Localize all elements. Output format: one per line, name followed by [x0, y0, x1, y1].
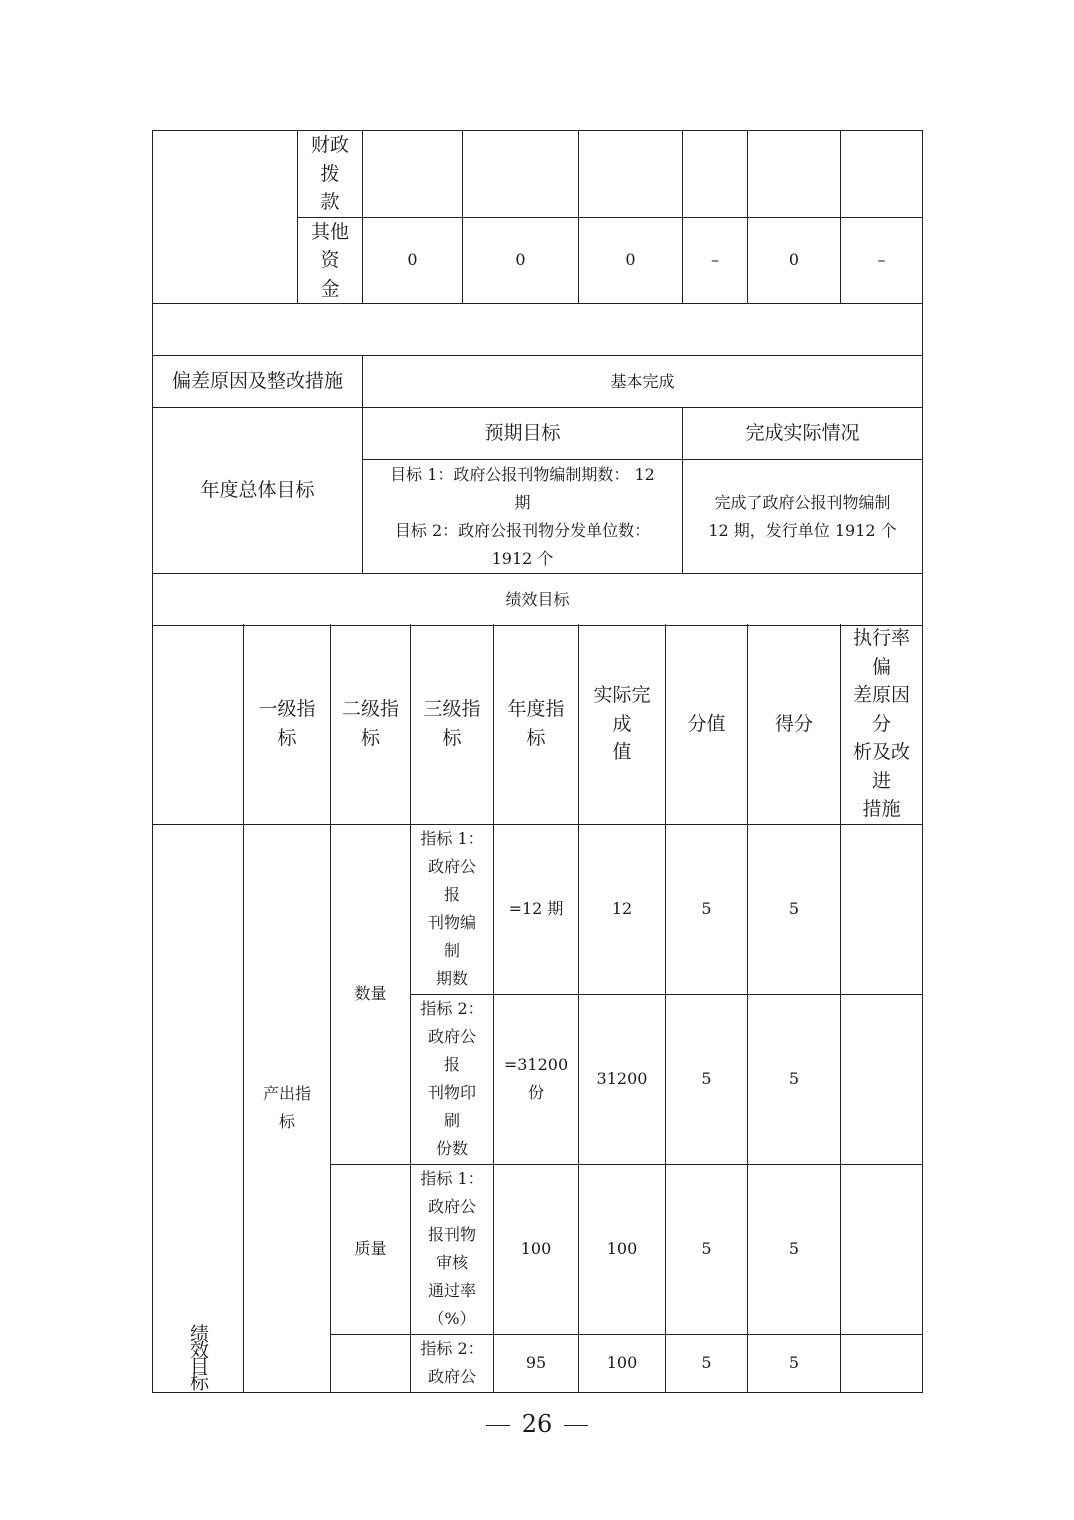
annual-target: =31200 份 — [494, 994, 579, 1164]
page-footer — [0, 1410, 1074, 1438]
score-value: 5 — [666, 824, 748, 994]
header-blank-cell — [153, 624, 244, 824]
other-funding-value: – — [683, 217, 748, 304]
other-funding-label: 其他 资 金 — [298, 217, 363, 304]
fiscal-cell — [683, 131, 748, 218]
quantity-label: 数量 — [331, 824, 411, 1164]
other-funding-value: 0 — [463, 217, 579, 304]
expected-goal-text: 目标 1：政府公报刊物编制期数： 12 期 目标 2：政府公报刊物分发单位数： 1912 个 — [363, 460, 683, 574]
level3-header: 三级指 标 — [411, 624, 494, 824]
other-funding-value: 0 — [363, 217, 463, 304]
expected-goal-header: 预期目标 — [363, 408, 683, 460]
actual-value: 100 — [579, 1164, 666, 1334]
score-value: 5 — [666, 1334, 748, 1392]
annual-target: =12 期 — [494, 824, 579, 994]
fiscal-cell — [363, 131, 463, 218]
actual-status-header: 完成实际情况 — [683, 408, 923, 460]
budget-table — [152, 130, 923, 626]
reason-cell — [841, 994, 923, 1164]
performance-table — [152, 624, 923, 1393]
footer-dash-right — [564, 1425, 588, 1426]
annual-target-header: 年度指 标 — [494, 624, 579, 824]
actual-value: 100 — [579, 1334, 666, 1392]
score-value: 5 — [666, 1164, 748, 1334]
other-funding-value: – — [841, 217, 923, 304]
fiscal-funding-label: 财政 拨 款 — [298, 131, 363, 218]
indicator-name: 指标 1： 政府公 报刊物 审核 通过率 （%） — [411, 1164, 494, 1334]
other-funding-value: 0 — [579, 217, 683, 304]
annual-target: 100 — [494, 1164, 579, 1334]
fiscal-cell — [463, 131, 579, 218]
deviation-label: 偏差原因及整改措施 — [153, 356, 363, 408]
indicator-name: 指标 2： 政府公 — [411, 1334, 494, 1392]
indicator-name: 指标 2： 政府公 报 刊物印 刷 份数 — [411, 994, 494, 1164]
performance-side-label: 绩效目标 — [153, 824, 244, 1392]
level1-header: 一级指 标 — [244, 624, 331, 824]
score-got-header: 得分 — [748, 624, 841, 824]
fiscal-cell — [579, 131, 683, 218]
fiscal-cell — [748, 131, 841, 218]
footer-dash-left — [486, 1425, 510, 1426]
deviation-value: 基本完成 — [363, 356, 923, 408]
blank-level2-cell — [331, 1334, 411, 1392]
funding-blank-cell — [153, 131, 298, 304]
actual-status-text: 完成了政府公报刊物编制 12 期，发行单位 1912 个 — [683, 460, 923, 574]
annual-goal-label: 年度总体目标 — [153, 408, 363, 574]
page-number: 26 — [521, 1410, 553, 1438]
score-got: 5 — [748, 824, 841, 994]
score-got: 5 — [748, 1164, 841, 1334]
quality-label: 质量 — [331, 1164, 411, 1334]
reason-cell — [841, 1334, 923, 1392]
score-value: 5 — [666, 994, 748, 1164]
other-funding-value: 0 — [748, 217, 841, 304]
reason-cell — [841, 824, 923, 994]
actual-value: 12 — [579, 824, 666, 994]
performance-title: 绩效目标 — [153, 574, 923, 626]
actual-value-header: 实际完 成 值 — [579, 624, 666, 824]
reason-header: 执行率 偏 差原因 分 析及改 进 措施 — [841, 624, 923, 824]
score-value-header: 分值 — [666, 624, 748, 824]
blank-row — [153, 304, 923, 356]
annual-target: 95 — [494, 1334, 579, 1392]
indicator-name: 指标 1： 政府公 报 刊物编 制 期数 — [411, 824, 494, 994]
actual-value: 31200 — [579, 994, 666, 1164]
fiscal-cell — [841, 131, 923, 218]
score-got: 5 — [748, 994, 841, 1164]
score-got: 5 — [748, 1334, 841, 1392]
reason-cell — [841, 1164, 923, 1334]
level2-header: 二级指 标 — [331, 624, 411, 824]
output-indicator-label: 产出指 标 — [244, 824, 331, 1392]
